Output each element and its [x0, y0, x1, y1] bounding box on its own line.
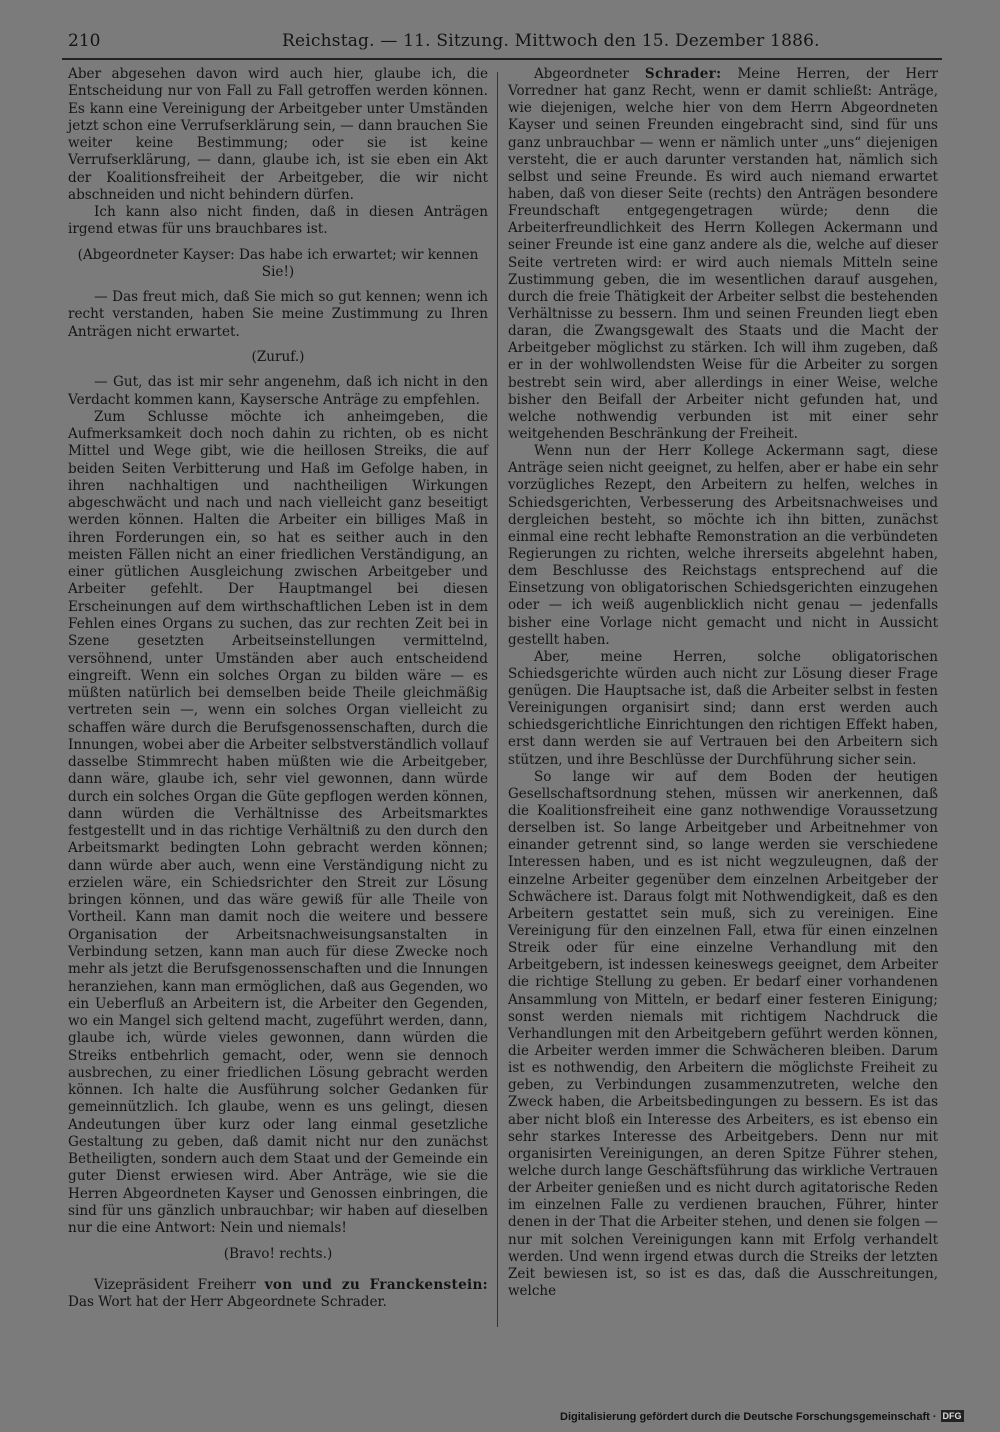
- paragraph: Aber abgesehen davon wird auch hier, glaube ich, die Entscheidung nur von Fall zu Fall getroffen werden können. Es kann eine Vereinigung der Arbeitgeber unter Umständen jetzt schon eine Verrufserklärung sein, — dann brauchen Sie weiter keine Bestimmung; oder sie ist keine Verrufserklärung, — dann, glaube ich, ist sie eben ein Akt der Koalitionsfreiheit der Arbeitgeber, die wir nicht abschneiden und nicht behindern dürfen.: [68, 66, 488, 203]
- speaker-name: Schrader:: [644, 66, 722, 82]
- applause-note: (Bravo! rechts.): [223, 1245, 333, 1262]
- page-number: 210: [68, 31, 101, 51]
- paragraph: — Gut, das ist mir sehr angenehm, daß ich nicht in den Verdacht kommen kann, Kaysersche Anträge zu empfehlen.: [68, 374, 488, 408]
- column-divider: [497, 72, 498, 1327]
- speech-paragraph: [508, 66, 938, 443]
- interjection: (Abgeordneter Kayser: Das habe ich erwartet; wir kennen Sie!): [77, 246, 479, 280]
- paragraph: So lange wir auf dem Boden der heutigen Gesellschaftsordnung stehen, müssen wir anerkennen, daß die Koalitionsfreiheit eine ganz nothwendige Voraussetzung derselben ist. So lange Arbeitgeber und Arbeitnehmer von einander getrennt sind, so lange werden sie verschiedene Interessen haben, und es ist nicht wegzuleugnen, daß der einzelne Arbeiter gegenüber dem einzelnen Arbeitgeber der Schwächere ist. Daraus folgt mit Nothwendigkeit, daß es den Arbeitern gestattet sein muß, sich zu vereinigen. Eine Vereinigung für den einzelnen Fall, etwa für einen einzelnen Streik oder für eine einzelne Verhandlung mit den Arbeitgebern, ist indessen keineswegs geeignet, dem Arbeiter die richtige Stellung zu geben. Er bedarf einer vorhandenen Ansammlung von Mitteln, er bedarf einer festeren Einigung; sonst werden niemals mit richtigem Nachdruck die Verhandlungen mit den Arbeitgebern geführt werden können, die Arbeiter werden immer die Schwächeren bleiben. Darum ist es nothwendig, den Arbeitern die möglichste Freiheit zu geben, zu Verbindungen zusammenzutreten, welche den Zweck haben, die Arbeitsbedingungen zu bessern. Es ist das aber nicht bloß ein Interesse des Arbeiters, es ist ebenso ein sehr starkes Interesse des Arbeitgebers. Denn nur mit organisirten Vereinigungen, an deren Spitze Führer stehen, welche durch lange Geschäftsführung das wirkliche Vertrauen der Arbeiter genießen und es nicht durch agitatorische Reden im einzelnen Falle zu verdienen brauchen, Führer, hinter denen in der That die Arbeiter stehen, und denen sie folgen — nur mit solchen Vereinigungen kann mit Erfolg verhandelt werden. Und wenn irgend etwas durch die Streiks der letzten Zeit bewiesen ist, so ist es das, daß die Ausschreitungen, welche: [508, 768, 938, 1299]
- paragraph: Zum Schlusse möchte ich anheimgeben, die Aufmerksamkeit doch noch dahin zu richten, ob es nicht Mittel und Wege gibt, wie die heillosen Streiks, die auf beiden Seiten Verbitterung und Haß im Gefolge haben, in ihren nachhaltigen und nachtheiligen Wirkungen abgeschwächt und nach und nach vielleicht ganz beseitigt werden können. Halten die Arbeiter ein billiges Maß in ihren Forderungen ein, so hat es seither auch in den meisten Fällen nicht an einer friedlichen Verständigung, an einer gütlichen Ausgleichung zwischen Arbeitgeber und Arbeiter gefehlt. Der Hauptmangel bei diesen Erscheinungen auf dem wirthschaftlichen Leben ist in dem Fehlen eines Organs zu suchen, das zur rechten Zeit bei in Szene gesetzten Arbeitseinstellungen vermittelnd, versöhnend, unter Umständen aber auch entscheidend eingreift. Wenn ein solches Organ zu bilden wäre — es müßten natürlich bei demselben beide Theile gleichmäßig vertreten sein —, wenn ein solches Organ vielleicht zu schaffen wäre durch die Berufsgenossenschaften, durch die Innungen, wobei aber die Arbeiter selbstverständlich vollauf dasselbe Stimmrecht haben müßten wie die Arbeitgeber, dann wäre, glaube ich, sehr viel gewonnen, dann würde durch ein solches Organ die Güte gepflogen werden können, dann würden die Verhältnisse des Arbeitsmarktes festgestellt und in das richtige Verhältniß zu den durch den Arbeitsmarkt bedingten Lohn gebracht werden können; dann würde aber auch, wenn eine Verständigung nicht zu erzielen wäre, ein Schiedsrichter den Streit zur Lösung bringen können, und das wäre gewiß für alle Theile von Vortheil. Kann man damit noch die weitere und bessere Organisation der Arbeitsnachweisungsanstalten in Verbindung setzen, kann man auch für diese Zwecke noch mehr als jetzt die Berufsgenossenschaften und die Innungen heranziehen, kann man ermöglichen, daß aus Gegenden, wo ein Ueberfluß an Arbeitern ist, die Arbeiter den Gegenden, wo ein Mangel sich geltend macht, zugeführt werden, dann, glaube ich, würde vieles gewonnen, dann würden die Streiks entbehrlich gemacht, oder, wenn sie dennoch ausbrechen, zu einer friedlichen Lösung gebracht werden können. Ich halte die Ausführung solcher Gedanken für gemeinnützlich. Ich glaube, wenn es uns gelingt, diesen Andeutungen über kurz oder lang einmal gesetzliche Gestaltung zu geben, daß damit nicht nur den zunächst Betheiligten, sondern auch dem Staat und der Gemeinde ein guter Dienst erwiesen wird. Aber Anträge, wie sie die Herren Abgeordneten Kayser und Genossen einbringen, die sind für uns gänzlich unbrauchbar; wir haben auf dieselben nur die eine Antwort: Nein und niemals!: [68, 408, 488, 1237]
- paragraph: Wenn nun der Herr Kollege Ackermann sagt, diese Anträge seien nicht geeignet, zu helfen, aber er habe ein sehr vorzügliches Rezept, den Arbeitern zu helfen, welches in Schiedsgerichten, Verbesserung des Arbeitsnachweises und dergleichen besteht, so möchte ich ihn bitten, zunächst einmal eine recht lebhafte Remonstration an die verbündeten Regierungen zu richten, welche ihrerseits abgelehnt haben, dem Beschlusse des Reichstags entsprechend auf die Einsetzung von obligatorischen Schiedsgerichten einzugehen oder — ich weiß augenblicklich nicht genau — jedenfalls bisher eine Vorlage nicht gemacht und nicht in Aussicht gestellt haben.: [508, 443, 938, 648]
- paragraph: Aber, meine Herren, solche obligatorischen Schiedsgerichte würden auch nicht zur Lösung dieser Frage genügen. Die Hauptsache ist, daß die Arbeiter selbst in festen Vereinigungen organisirt sind; dann erst werden auch schiedsgerichtliche Einrichtungen den richtigen Effekt haben, erst dann werden sie auf Vertrauen bei den Arbeitern sich stützen, und ihre Beschlüsse der Durchführung sicher sein.: [508, 648, 938, 768]
- credit-text: Digitalisierung gefördert durch die Deutsche Forschungsgemeinschaft ·: [560, 1411, 937, 1423]
- speaker-role: Abgeordneter: [534, 66, 645, 82]
- digitization-credit: [560, 1410, 965, 1426]
- speaker-text: Das Wort hat der Herr Abgeordnete Schrader.: [68, 1294, 387, 1311]
- running-title: Reichstag. — 11. Sitzung. Mittwoch den 15. Dezember 1886.: [282, 31, 820, 51]
- speaker-intro: [68, 1277, 488, 1312]
- speaker-role: Vizepräsident Freiherr: [94, 1276, 265, 1293]
- right-column: [508, 66, 938, 1300]
- paragraph: — Das freut mich, daß Sie mich so gut kennen; wenn ich recht verstanden, haben Sie meine Zustimmung zu Ihren Anträgen nicht erwartet.: [68, 289, 488, 340]
- speech-text: Meine Herren, der Herr Vorredner hat ganz Recht, wenn er damit schließt: Anträge, wie diejenigen, welche hier von dem Herrn Abgeordneten Kayser und seinen Freunden eingebracht sind, sind für uns ganz unbrauchbar — wenn er nämlich unter „uns“ diejenigen versteht, die er auch darunter verstanden hat, nämlich sich selbst und seine Freunde. Es wird auch niemand erwartet haben, daß von dieser Seite (rechts) den Anträgen besondere Freundschaft entgegengetragen würde; denn die Arbeiterfreundlichkeit des Herrn Kollegen Ackermann und seiner Freunde ist eine ganz andere als die, welche auf dieser Seite vertreten wird: er wird auch niemals Mitteln seine Zustimmung geben, die im wesentlichen darauf ausgehen, durch die freie Thätigkeit der Arbeiter selbst die bestehenden Verhältnisse zu bessern. Ihm und seinen Freunden liegt eben daran, die Zwangsgewalt des Staats und die Macht der Arbeitgeber möglichst zu stärken. Ich will ihm zugeben, daß er in der wohlwollendsten Weise für die Arbeiter zu sorgen bestrebt sein wird, aber allerdings in einer Weise, welche bisher den Beifall der Arbeiter nicht gefunden hat, und welche nothwendig verbunden ist mit einer sehr weitgehenden Beschränkung der Freiheit.: [508, 66, 938, 442]
- paragraph: Ich kann also nicht finden, daß in diesen Anträgen irgend etwas für uns brauchbares ist.: [68, 204, 488, 238]
- interjection: (Zuruf.): [251, 348, 305, 365]
- dfg-logo: DFG: [942, 1411, 962, 1421]
- header-rule: [62, 58, 942, 60]
- page-header: [62, 30, 942, 56]
- speaker-name: von und zu Franckenstein:: [264, 1276, 488, 1293]
- left-column: [68, 66, 488, 1311]
